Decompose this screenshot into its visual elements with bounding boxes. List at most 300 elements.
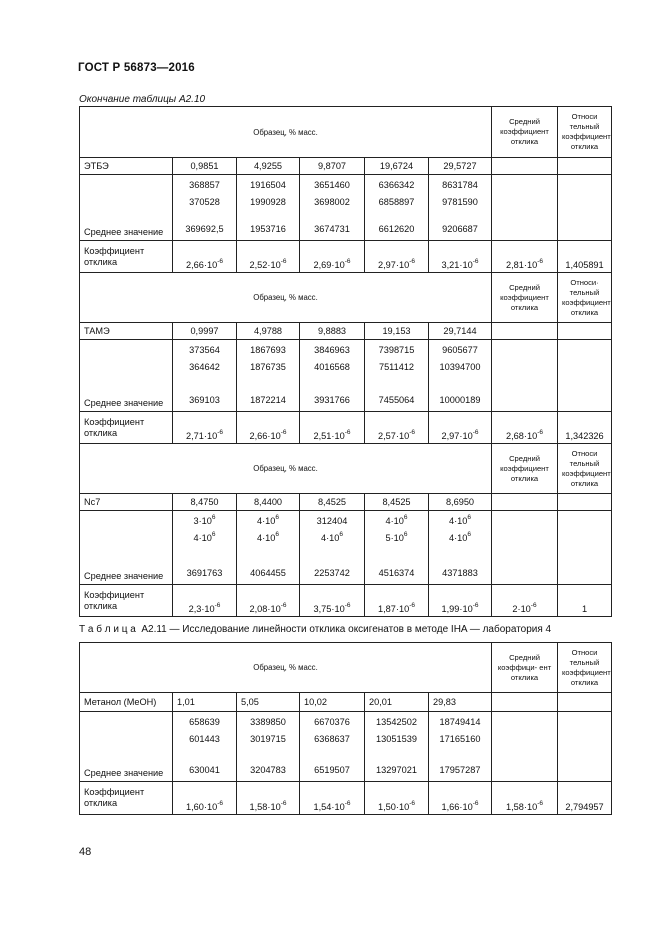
spacer — [304, 211, 360, 221]
spacer — [304, 547, 360, 565]
coefficient-exponent: -6 — [537, 800, 543, 807]
measurement-base: 4·10 — [256, 533, 276, 543]
sample-concentration: 9,8883 — [300, 323, 365, 340]
measurement-cell — [237, 175, 300, 241]
coefficient-base: 2,57·10 — [378, 431, 410, 441]
coefficient-base: 2,66·10 — [249, 431, 281, 441]
table-a2-10 — [79, 106, 612, 617]
measurement-base: 4·10 — [448, 516, 468, 526]
measurement-value — [433, 530, 487, 547]
measurement-base: 4·10 — [256, 516, 276, 526]
coefficient-exponent: -6 — [280, 258, 287, 265]
measurement-base: 18749414 — [439, 717, 481, 727]
measurement-cell — [237, 340, 300, 412]
coefficient-exponent: -6 — [409, 429, 415, 436]
mean-value: 3674731 — [314, 224, 350, 234]
sample-concentration: 0,9851 — [173, 158, 237, 175]
measurement-base: 1867693 — [250, 345, 286, 355]
spacer — [433, 748, 487, 762]
measurement-base: 17165160 — [439, 734, 481, 744]
measurement-base: 4·10 — [193, 533, 212, 543]
response-coefficient — [429, 782, 492, 815]
mean-label: Среднее значение — [84, 398, 164, 408]
coefficient-exponent: -6 — [472, 800, 479, 807]
compound-row — [80, 693, 612, 712]
measurement-base: 1876735 — [250, 362, 286, 372]
measurement-value — [304, 194, 360, 211]
mean-value: 369103 — [189, 395, 220, 405]
measurement-base: 13542502 — [376, 717, 417, 727]
response-coefficient — [365, 782, 429, 815]
spacer — [177, 547, 232, 565]
measurement-value — [369, 731, 424, 748]
mean-label-cell — [80, 175, 173, 241]
measurement-cell — [429, 712, 492, 782]
measurement-value — [369, 342, 424, 359]
coefficient-row — [80, 412, 612, 444]
measurement-base: 6368637 — [314, 734, 350, 744]
header-row — [80, 444, 612, 494]
measurement-base: 3389850 — [250, 717, 286, 727]
coefficient-exponent: -6 — [344, 602, 351, 609]
table-continuation-caption: Окончание таблицы А2.10 — [79, 94, 206, 105]
mean-value: 13297021 — [376, 765, 417, 775]
measurement-value — [369, 530, 424, 547]
response-coefficient — [300, 782, 365, 815]
measurement-exponent: 6 — [211, 531, 216, 538]
sample-concentration: 1,01 — [173, 693, 237, 712]
coefficient-exponent: -6 — [217, 258, 223, 265]
spacer — [433, 547, 487, 565]
measurement-base: 4016568 — [314, 362, 350, 372]
measurement-base: 5·10 — [385, 533, 404, 543]
measurement-base: 1990928 — [250, 197, 286, 207]
coefficient-exponent: -6 — [217, 800, 223, 807]
measurement-value — [241, 714, 295, 731]
measurement-base: 6670376 — [314, 717, 350, 727]
compound-name: ТАМЭ — [80, 323, 173, 340]
measurement-cell — [429, 175, 492, 241]
spacer — [304, 376, 360, 392]
coefficient-base: 1,87·10 — [378, 604, 410, 614]
measurement-cell — [365, 340, 429, 412]
sample-concentration: 20,01 — [365, 693, 429, 712]
empty-cell — [558, 494, 612, 511]
values-row — [80, 712, 612, 782]
coefficient-exponent: -6 — [537, 258, 543, 265]
measurement-cell — [300, 175, 365, 241]
measurement-value — [177, 731, 232, 748]
mean-coef-header: Средний коэффициент отклика — [492, 107, 558, 158]
spacer — [304, 748, 360, 762]
sample-header: Образец, % масс. — [80, 643, 492, 693]
measurement-exponent: 6 — [275, 514, 279, 521]
measurement-value — [304, 530, 360, 547]
measurement-exponent: 6 — [403, 514, 408, 521]
coef-label: Коэффициент отклика — [84, 245, 145, 267]
spacer — [369, 211, 424, 221]
measurement-base: 6366342 — [378, 180, 415, 190]
measurement-cell — [365, 511, 429, 585]
page-header: ГОСТ Р 56873—2016 — [78, 62, 195, 74]
coefficient-base: 1,99·10 — [441, 604, 473, 614]
measurement-cell — [173, 511, 237, 585]
sample-concentration: 19,153 — [365, 323, 429, 340]
compound-row — [80, 323, 612, 340]
measurement-value — [241, 342, 295, 359]
coefficient-base: 1,58·10 — [249, 802, 281, 812]
mean-coef-header: Средний коэффици- ент отклика — [492, 643, 558, 693]
relative-coefficient-value: 1,342326 — [558, 412, 612, 444]
coef-label-cell — [80, 585, 173, 617]
empty-cell — [492, 323, 558, 340]
mean-value: 369692,5 — [185, 224, 224, 234]
compound-name: Метанол (MeOH) — [80, 693, 173, 712]
coef-label-cell — [80, 241, 173, 273]
measurement-base: 3698002 — [314, 197, 350, 207]
empty-cell — [558, 340, 612, 412]
coefficient-base: 3,75·10 — [313, 604, 345, 614]
sample-concentration: 9,8707 — [300, 158, 365, 175]
mean-coef-header: Средний коэффициент отклика — [492, 444, 558, 494]
coefficient-exponent: -6 — [530, 602, 537, 609]
mean-value: 2253742 — [314, 568, 350, 578]
sample-concentration: 10,02 — [300, 693, 365, 712]
mean-label-cell — [80, 511, 173, 585]
measurement-value — [177, 342, 232, 359]
mean-value: 4516374 — [378, 568, 415, 578]
empty-cell — [558, 511, 612, 585]
measurement-exponent: 6 — [211, 514, 216, 521]
coef-label: Коэффициент отклика — [84, 787, 145, 808]
measurement-cell — [365, 712, 429, 782]
mean-label: Среднее значение — [84, 768, 164, 778]
sample-concentration: 8,6950 — [429, 494, 492, 511]
sample-concentration: 29,83 — [429, 693, 492, 712]
measurement-base: 8631784 — [442, 180, 478, 190]
spacer — [433, 376, 487, 392]
coefficient-base: 2,51·10 — [313, 431, 345, 441]
coefficient-base: 3,21·10 — [441, 260, 473, 270]
mean-value: 3931766 — [314, 395, 350, 405]
table-a2-11 — [79, 642, 612, 815]
measurement-value — [177, 359, 232, 376]
coefficient-row — [80, 585, 612, 617]
coefficient-exponent: -6 — [344, 800, 351, 807]
measurement-exponent: 6 — [275, 531, 279, 538]
measurement-cell — [300, 511, 365, 585]
coefficient-base: 1,54·10 — [313, 802, 345, 812]
measurement-base: 3019715 — [250, 734, 286, 744]
mean-label: Среднее значение — [84, 571, 164, 581]
coefficient-base: 2,71·10 — [186, 431, 218, 441]
coefficient-exponent: -6 — [409, 800, 415, 807]
measurement-exponent: 6 — [403, 531, 408, 538]
coefficient-base: 1,50·10 — [378, 802, 410, 812]
coefficient-exponent: -6 — [280, 429, 287, 436]
mean-coef-header: Средний коэффициент отклика — [492, 273, 558, 323]
response-coefficient — [429, 241, 492, 273]
measurement-cell — [300, 340, 365, 412]
measurement-base: 1916504 — [250, 180, 286, 190]
measurement-base: 4·10 — [320, 533, 340, 543]
coefficient-exponent: -6 — [217, 429, 223, 436]
measurement-base: 3846963 — [314, 345, 350, 355]
coefficient-row — [80, 241, 612, 273]
spacer — [241, 211, 295, 221]
mean-value: 6612620 — [378, 224, 415, 234]
measurement-value — [369, 359, 424, 376]
measurement-base: 13051539 — [376, 734, 417, 744]
spacer — [177, 211, 232, 221]
relative-coefficient-value: 2,794957 — [558, 782, 612, 815]
header-row — [80, 643, 612, 693]
measurement-cell — [237, 712, 300, 782]
spacer — [369, 748, 424, 762]
coefficient-base: 2,08·10 — [249, 604, 281, 614]
measurement-value — [304, 359, 360, 376]
mean-value: 630041 — [189, 765, 220, 775]
mean-label: Среднее значение — [84, 227, 164, 237]
values-row — [80, 340, 612, 412]
rel-coef-header: Относи тельный коэффициент отклика — [558, 444, 612, 494]
response-coefficient — [237, 585, 300, 617]
relative-coefficient-value: 1 — [558, 585, 612, 617]
measurement-value — [369, 513, 424, 530]
measurement-base: 9605677 — [442, 345, 478, 355]
coefficient-exponent: -6 — [409, 602, 415, 609]
spacer — [177, 376, 232, 392]
mean-value: 6519507 — [314, 765, 350, 775]
measurement-base: 370528 — [189, 197, 220, 207]
measurement-base: 3·10 — [193, 516, 212, 526]
coefficient-base: 1,60·10 — [186, 802, 218, 812]
rel-coef-header: Относи тельный коэффициент отклика — [558, 643, 612, 693]
measurement-cell — [173, 175, 237, 241]
sample-concentration: 5,05 — [237, 693, 300, 712]
coefficient-base: 2,66·10 — [186, 260, 218, 270]
measurement-cell — [300, 712, 365, 782]
coefficient-row — [80, 782, 612, 815]
coef-label-cell — [80, 782, 173, 815]
sample-concentration: 4,9255 — [237, 158, 300, 175]
empty-cell — [492, 511, 558, 585]
mean-value: 4371883 — [442, 568, 478, 578]
measurement-value — [433, 194, 487, 211]
response-coefficient — [173, 782, 237, 815]
coefficient-exponent: -6 — [472, 429, 479, 436]
measurement-value — [433, 731, 487, 748]
coefficient-exponent: -6 — [280, 602, 287, 609]
mean-coefficient-value — [492, 782, 558, 815]
spacer — [369, 376, 424, 392]
coefficient-base: 2·10 — [512, 604, 531, 614]
rel-coef-header: Относи тельный коэффициент отклика — [558, 107, 612, 158]
sample-concentration: 29,5727 — [429, 158, 492, 175]
measurement-value — [304, 513, 360, 530]
response-coefficient — [300, 241, 365, 273]
coefficient-base: 2,97·10 — [441, 431, 473, 441]
coefficient-base: 2,81·10 — [506, 260, 538, 270]
mean-value: 7455064 — [378, 395, 415, 405]
coefficient-base: 2,3·10 — [188, 604, 215, 614]
empty-cell — [492, 693, 558, 712]
response-coefficient — [237, 241, 300, 273]
values-row — [80, 511, 612, 585]
measurement-base: 601443 — [189, 734, 220, 744]
measurement-value — [177, 530, 232, 547]
coefficient-base: 1,58·10 — [506, 802, 538, 812]
compound-row — [80, 158, 612, 175]
response-coefficient — [237, 412, 300, 444]
compound-name: Nc7 — [80, 494, 173, 511]
sample-concentration: 29,7144 — [429, 323, 492, 340]
empty-cell — [492, 712, 558, 782]
measurement-cell — [173, 340, 237, 412]
response-coefficient — [173, 412, 237, 444]
measurement-base: 10394700 — [439, 362, 481, 372]
sample-concentration: 4,9788 — [237, 323, 300, 340]
empty-cell — [558, 693, 612, 712]
mean-value: 3691763 — [186, 568, 223, 578]
empty-cell — [558, 158, 612, 175]
measurement-exponent: 6 — [467, 531, 471, 538]
measurement-value — [177, 513, 232, 530]
measurement-base: 373564 — [189, 345, 220, 355]
measurement-exponent: 6 — [467, 514, 471, 521]
measurement-base: 4·10 — [385, 516, 404, 526]
coefficient-exponent: -6 — [344, 429, 351, 436]
measurement-value — [177, 714, 232, 731]
measurement-value — [304, 177, 360, 194]
coefficient-exponent: -6 — [537, 429, 543, 436]
mean-value: 3204783 — [250, 765, 286, 775]
response-coefficient — [300, 585, 365, 617]
sample-header: Образец, % масс. — [80, 273, 492, 323]
coef-label: Коэффициент отклика — [84, 589, 145, 611]
coefficient-exponent: -6 — [409, 258, 415, 265]
mean-value: 10000189 — [439, 395, 481, 405]
measurement-base: 368857 — [189, 180, 220, 190]
values-row — [80, 175, 612, 241]
measurement-cell — [237, 511, 300, 585]
coefficient-exponent: -6 — [214, 602, 221, 609]
response-coefficient — [173, 241, 237, 273]
response-coefficient — [365, 585, 429, 617]
measurement-base: 6858897 — [378, 197, 415, 207]
empty-cell — [558, 712, 612, 782]
sample-concentration: 8,4750 — [173, 494, 237, 511]
measurement-cell — [429, 511, 492, 585]
mean-label-cell — [80, 712, 173, 782]
measurement-base: 7511412 — [378, 362, 415, 372]
spacer — [241, 547, 295, 565]
measurement-cell — [173, 712, 237, 782]
empty-cell — [558, 323, 612, 340]
measurement-value — [241, 731, 295, 748]
measurement-base: 7398715 — [378, 345, 415, 355]
measurement-value — [369, 194, 424, 211]
coef-label-cell — [80, 412, 173, 444]
measurement-value — [304, 342, 360, 359]
table-a2-11-caption: Т а б л и ц а А2.11 — Исследование линейности отклика оксигенатов в методе IHA — лаборатория 4 — [79, 624, 552, 635]
compound-name: ЭТБЭ — [80, 158, 173, 175]
spacer — [369, 547, 424, 565]
coefficient-base: 1,66·10 — [441, 802, 473, 812]
mean-label-cell — [80, 340, 173, 412]
header-row — [80, 273, 612, 323]
coefficient-base: 2,97·10 — [378, 260, 410, 270]
response-coefficient — [429, 412, 492, 444]
empty-cell — [492, 340, 558, 412]
response-coefficient — [173, 585, 237, 617]
mean-value: 1872214 — [250, 395, 286, 405]
sample-concentration: 8,4400 — [237, 494, 300, 511]
sample-concentration: 8,4525 — [365, 494, 429, 511]
coefficient-exponent: -6 — [472, 258, 479, 265]
sample-concentration: 8,4525 — [300, 494, 365, 511]
sample-concentration: 19,6724 — [365, 158, 429, 175]
measurement-value — [241, 530, 295, 547]
measurement-base: 9781590 — [442, 197, 478, 207]
measurement-exponent: 6 — [339, 531, 343, 538]
mean-coefficient-value — [492, 241, 558, 273]
response-coefficient — [300, 412, 365, 444]
empty-cell — [492, 494, 558, 511]
measurement-value — [241, 513, 295, 530]
response-coefficient — [237, 782, 300, 815]
measurement-value — [177, 194, 232, 211]
compound-row — [80, 494, 612, 511]
mean-value: 1953716 — [250, 224, 286, 234]
empty-cell — [492, 158, 558, 175]
mean-value: 9206687 — [442, 224, 478, 234]
rel-coef-header: Относи· тельный коэффициент отклика — [558, 273, 612, 323]
header-row — [80, 107, 612, 158]
page-number: 48 — [79, 846, 92, 858]
spacer — [433, 211, 487, 221]
measurement-value — [433, 342, 487, 359]
measurement-base: 312404 — [316, 516, 348, 526]
mean-coefficient-value — [492, 412, 558, 444]
measurement-cell — [365, 175, 429, 241]
spacer — [241, 748, 295, 762]
mean-coefficient-value — [492, 585, 558, 617]
mean-value: 17957287 — [439, 765, 481, 775]
measurement-value — [433, 714, 487, 731]
measurement-value — [369, 177, 424, 194]
measurement-value — [304, 731, 360, 748]
mean-value: 4064455 — [250, 568, 286, 578]
empty-cell — [558, 175, 612, 241]
measurement-base: 4·10 — [448, 533, 468, 543]
measurement-value — [304, 714, 360, 731]
sample-concentration: 0,9997 — [173, 323, 237, 340]
response-coefficient — [429, 585, 492, 617]
spacer — [241, 376, 295, 392]
measurement-value — [433, 177, 487, 194]
response-coefficient — [365, 412, 429, 444]
measurement-value — [241, 194, 295, 211]
sample-header: Образец, % масс. — [80, 107, 492, 158]
measurement-value — [241, 359, 295, 376]
sample-header: Образец, % масс. — [80, 444, 492, 494]
measurement-base: 3651460 — [314, 180, 350, 190]
relative-coefficient-value: 1,405891 — [558, 241, 612, 273]
measurement-value — [433, 359, 487, 376]
measurement-cell — [429, 340, 492, 412]
measurement-base: 658639 — [189, 717, 220, 727]
